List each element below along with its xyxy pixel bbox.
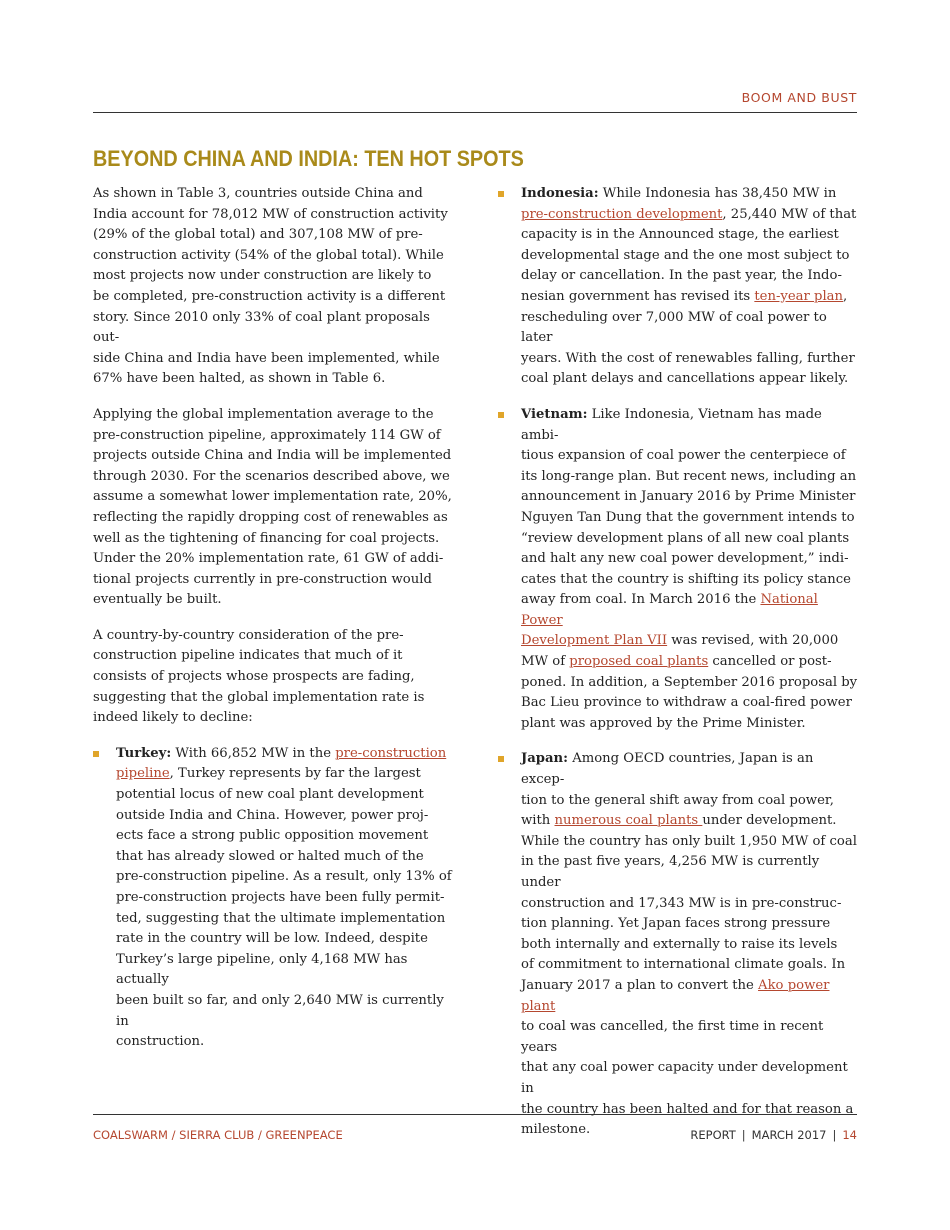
bullet-indonesia-text: [521, 184, 858, 390]
bullet-japan-text-2: under development. While the country has only built 1,950 MW of coal in the past five years, 4,256 MW is currently under construction and 17,343 MW is in pre-construc- tion planning. Yet Japan faces strong pressure both internally and externally to raise its levels of commitment to international climate goals. In January 2017 a plan to convert the: [521, 813, 857, 993]
bullet-indonesia-lead: Indonesia:: [521, 186, 599, 201]
link-vietnam-proposed-coal-plants[interactable]: proposed coal plants: [569, 654, 709, 670]
bullet-square-icon: [498, 412, 504, 418]
left-column: [93, 184, 453, 1068]
bullet-vietnam: [498, 405, 858, 735]
footer-date: MARCH 2017: [751, 1128, 827, 1142]
paragraph-implementation: [93, 405, 453, 611]
paragraph-country-overview: [93, 626, 453, 729]
paragraph-intro: [93, 184, 453, 390]
bullet-vietnam-text-2: was revised, with 20,000 MW of: [521, 633, 839, 670]
bullet-turkey-text: [116, 744, 453, 1053]
header-divider: [93, 112, 857, 113]
bullet-japan: [498, 749, 858, 1140]
bullet-indonesia-text-2: , 25,440 MW of that capacity is in the Announced stage, the earliest developmental stage and the one most subject to delay or cancellation. In the past year, the Indo- nesian government has revised its: [521, 206, 857, 304]
page-number: 14: [842, 1128, 857, 1142]
bullet-indonesia: [498, 184, 858, 390]
bullet-japan-lead: Japan:: [521, 751, 569, 767]
link-turkey-pre-construction-pipeline[interactable]: pre-construction pipeline: [116, 745, 447, 782]
paragraph-implementation-text: Applying the global implementation average to the pre-construction pipeline, approximately 114 GW of projects outside China and India will be implemented through 2030. For the scenarios described above, we assume a somewhat lower implementation rate, 20%, reflecting the rapidly dropping cost of renewables as well as the tightening of financing for coal projects. Under the 20% implementation rate, 61 GW of addi- tional projects currently in pre-construction would eventually be built.: [93, 406, 452, 608]
bullet-turkey-text-1: With 66,852 MW in the: [171, 745, 336, 761]
paragraph-country-overview-text: A country-by-country consideration of the pre- construction pipeline indicates that much of it consists of projects whose prospects are fading, suggesting that the global implementation rate is indeed likely to decline:: [93, 627, 425, 726]
bullet-turkey: [93, 744, 453, 1053]
bullet-japan-text-3: to coal was cancelled, the first time in recent years that any coal power capacity under development in the country has been halted and for that reason a milestone.: [521, 1019, 854, 1138]
bullet-square-icon: [498, 191, 504, 197]
bullet-square-icon: [498, 756, 504, 762]
footer-meta: [690, 1128, 857, 1142]
bullet-vietnam-text-1: Like Indonesia, Vietnam has made ambi- tious expansion of coal power the centerpiece of its long-range plan. But recent news, including an announcement in January 2016 by Prime Minister Nguyen Tan Dung that the government intends to “review development plans of all new coal plants and halt any new coal power development,” indi- cates that the country is shifting its policy stance away from coal. In March 2016 the: [521, 406, 857, 608]
footer-publishers: COALSWARM / SIERRA CLUB / GREENPEACE: [93, 1128, 343, 1142]
section-header: BOOM AND BUST: [741, 90, 857, 105]
bullet-indonesia-text-3: , rescheduling over 7,000 MW of coal power to later years. With the cost of renewables falling, further coal plant delays and cancellations appear likely.: [521, 288, 855, 387]
link-japan-numerous-coal-plants[interactable]: numerous coal plants: [554, 813, 703, 829]
paragraph-intro-text: As shown in Table 3, countries outside China and India account for 78,012 MW of construction activity (29% of the global total) and 307,108 MW of pre- construction activity (54% of the global total). While most projects now under construction are likely to be completed, pre-construction activity is a different story. Since 2010 only 33% of coal plant proposals out- side China and India have been implemented, while 67% have been halted, as shown in Table 6.: [93, 186, 448, 387]
bullet-turkey-lead: Turkey:: [116, 745, 172, 761]
bullet-vietnam-text: [521, 405, 858, 735]
bullet-vietnam-text-3: cancelled or post- poned. In addition, a September 2016 proposal by Bac Lieu province to withdraw a coal-fired power plant was approved by the Prime Minister.: [521, 654, 858, 731]
bullet-japan-text-1: Among OECD countries, Japan is an excep- tion to the general shift away from coal power, with: [521, 751, 834, 829]
bullet-japan-text: [521, 749, 858, 1140]
bullet-square-icon: [93, 751, 99, 757]
footer-divider: [93, 1114, 857, 1115]
bullet-indonesia-text-1: While Indonesia has 38,450 MW in: [602, 186, 837, 201]
link-vietnam-national-power-development-plan[interactable]: National Power Development Plan VII: [521, 592, 818, 649]
footer-separator: |: [832, 1128, 837, 1142]
link-japan-ako-power-plant[interactable]: Ako power plant: [521, 977, 830, 1014]
page-title: BEYOND CHINA AND INDIA: TEN HOT SPOTS: [93, 146, 524, 171]
link-indonesia-ten-year-plan[interactable]: ten-year plan: [754, 288, 844, 304]
bullet-vietnam-lead: Vietnam:: [521, 406, 588, 422]
footer-separator: |: [741, 1128, 746, 1142]
link-indonesia-pre-construction-development[interactable]: pre-construction development: [521, 206, 723, 222]
bullet-turkey-text-2: , Turkey represents by far the largest potential locus of new coal plant development outside India and China. However, power proj- ects face a strong public opposition movement that has already slowed or halted much of the pre-construction pipeline. As a result, only 13% of pre-construction projects have been fully permit- ted, suggesting that the ultimate implementation rate in the country will be low. Indeed, despite Turkey’s large pipeline, only 4,168 MW has actually been built so far, and only 2,640 MW is currently in construction.: [116, 766, 452, 1050]
footer-doc-type: REPORT: [690, 1128, 736, 1142]
right-column: [498, 184, 858, 1156]
